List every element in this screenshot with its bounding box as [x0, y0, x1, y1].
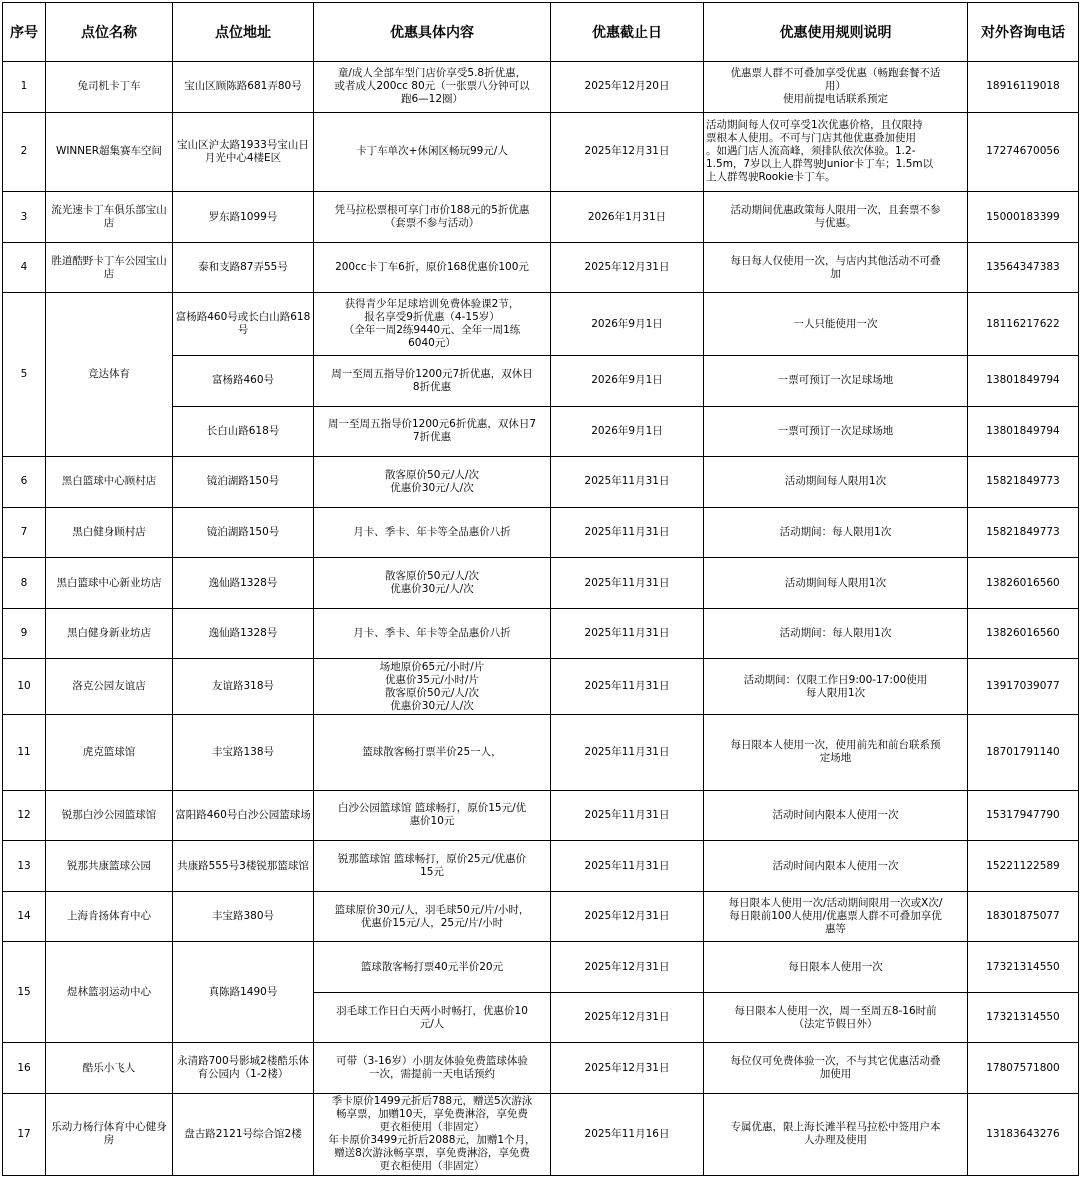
contact-phone: 13183643276: [968, 1093, 1079, 1175]
offer-content-line: 6040元）: [408, 337, 456, 350]
offer-rules-line: 每日限前100人使用/优惠票人群不可叠加享优: [729, 910, 942, 923]
row-number: 16: [3, 1043, 46, 1094]
row-number: 2: [3, 112, 46, 192]
offer-deadline: 2025年12月31日: [551, 992, 704, 1043]
venue-name: 兔司机卡丁车: [46, 62, 173, 113]
offer-content: [314, 406, 551, 457]
offer-content-line: 或者成人200cc 80元（一张票八分钟可以: [334, 80, 530, 93]
venue-name: 乐动力杨行体育中心健身房: [46, 1093, 173, 1175]
row-number: 5: [3, 293, 46, 457]
offer-content: [314, 356, 551, 407]
venue-name: 黑白篮球中心新业坊店: [46, 558, 173, 609]
offer-content-line: 跑6—12圈）: [400, 93, 464, 106]
venue-address: 宝山区沪太路1933号宝山日月光中心4楼E区: [173, 112, 314, 192]
offer-content: [314, 992, 551, 1043]
offer-content-line: 羽毛球工作日白天两小时畅打，优惠价10: [336, 1004, 528, 1017]
offer-rules-line: 使用前提电话联系预定: [783, 93, 888, 106]
header-rules: 优惠使用规则说明: [704, 3, 968, 62]
venue-address: 丰宝路138号: [173, 714, 314, 790]
venue-address: 逸仙路1328号: [173, 558, 314, 609]
offer-content: [314, 293, 551, 356]
offers-table: [2, 2, 1079, 1176]
venue-address: 镜泊湖路150号: [173, 507, 314, 558]
offer-content-line: 散客原价50元/人/次: [385, 468, 479, 481]
offer-content-line: 散客原价50元/人/次: [385, 686, 479, 699]
offer-content: [314, 841, 551, 892]
offer-content-line: 锐那篮球馆 篮球畅打，原价25元/优惠价: [337, 853, 527, 866]
offer-rules: [704, 406, 968, 457]
venue-address: 富杨路460号: [173, 356, 314, 407]
offer-content: [314, 1043, 551, 1094]
offer-content-line: （全年一周2练9440元、全年一周1练: [343, 324, 521, 337]
offer-content-line: 更衣柜使用（非固定）: [379, 1121, 485, 1134]
offer-rules-line: 票根本人使用。不可与门店其他优惠叠加使用: [706, 132, 916, 145]
offer-content: [314, 507, 551, 558]
table-row: [3, 790, 1079, 841]
table-row: [3, 714, 1079, 790]
contact-phone: 17274670056: [968, 112, 1079, 192]
offer-content-line: 篮球原价30元/人，羽毛球50元/片/小时，: [334, 903, 530, 916]
offer-content-line: 凭马拉松票根可享门市价188元的5折优惠: [334, 204, 530, 217]
offer-rules-line: 活动期间每人限用1次: [784, 576, 887, 589]
row-number: 11: [3, 714, 46, 790]
offer-rules: [704, 558, 968, 609]
offer-content: [314, 62, 551, 113]
contact-phone: 13801849794: [968, 356, 1079, 407]
offer-rules-line: 优惠票人群不可叠加享受优惠（畅跑套餐不适: [730, 67, 941, 80]
header-deadline: 优惠截止日: [551, 3, 704, 62]
offer-deadline: 2025年11月31日: [551, 714, 704, 790]
offer-content: [314, 942, 551, 993]
contact-phone: 17807571800: [968, 1043, 1079, 1094]
contact-phone: 13826016560: [968, 558, 1079, 609]
offer-deadline: 2026年9月1日: [551, 406, 704, 457]
row-number: 17: [3, 1093, 46, 1175]
offer-deadline: 2026年9月1日: [551, 293, 704, 356]
offer-rules-line: 活动期间优惠政策每人限用一次，且套票不参: [730, 204, 941, 217]
offer-rules: [704, 1043, 968, 1094]
offer-rules-line: 活动期间：仅限工作日9:00-17:00使用: [743, 673, 928, 686]
offer-rules: [704, 62, 968, 113]
contact-phone: 15221122589: [968, 841, 1079, 892]
offer-content-line: 白沙公园篮球馆 篮球畅打，原价15元/优: [337, 802, 527, 815]
contact-phone: 17321314550: [968, 942, 1079, 993]
offer-content-line: 更衣柜使用（非固定）: [379, 1160, 485, 1173]
offer-deadline: 2025年11月31日: [551, 841, 704, 892]
row-number: 7: [3, 507, 46, 558]
venue-address: 宝山区顾陈路681弄80号: [173, 62, 314, 113]
offer-rules-line: 人办理及使用: [804, 1134, 867, 1147]
contact-phone: 18116217622: [968, 293, 1079, 356]
offer-content-line: （套票不参与活动）: [384, 217, 480, 230]
offer-deadline: 2025年11月31日: [551, 608, 704, 659]
contact-phone: 18916119018: [968, 62, 1079, 113]
offer-rules: [704, 356, 968, 407]
venue-name: 锐那白沙公园篮球馆: [46, 790, 173, 841]
venue-address: 长白山路618号: [173, 406, 314, 457]
offer-content: [314, 790, 551, 841]
offer-rules-line: 每日每人仅使用一次，与店内其他活动不可叠: [730, 254, 941, 267]
venue-name: WINNER超集赛车空间: [46, 112, 173, 192]
venue-name: 黑白健身新业坊店: [46, 608, 173, 659]
offer-content-line: 篮球散客畅打票半价25一人，: [362, 745, 502, 758]
row-number: 9: [3, 608, 46, 659]
venue-name: 虎克篮球馆: [46, 714, 173, 790]
offer-rules: [704, 942, 968, 993]
offer-rules: [704, 507, 968, 558]
header-address: 点位地址: [173, 3, 314, 62]
offer-rules-line: 每日限本人使用一次: [788, 960, 883, 973]
venue-name: 黑白健身顾村店: [46, 507, 173, 558]
offer-rules-line: 惠等: [825, 923, 846, 936]
venue-address: 永清路700号影城2楼酷乐体育公园内（1-2楼）: [173, 1043, 314, 1094]
offer-deadline: 2025年11月16日: [551, 1093, 704, 1175]
table-row: [3, 891, 1079, 942]
offer-deadline: 2025年11月31日: [551, 790, 704, 841]
offer-rules-line: 上人群驾驶Rookie卡丁车。: [706, 171, 836, 184]
offer-rules: [704, 714, 968, 790]
venue-address: 罗东路1099号: [173, 192, 314, 243]
offer-rules-line: 1.5m，7岁以上人群驾驶Junior卡丁车；1.5m以: [706, 158, 934, 171]
offer-deadline: 2025年12月31日: [551, 1043, 704, 1094]
offer-rules-line: 每位仅可免费体验一次，不与其它优惠活动叠: [730, 1055, 941, 1068]
table-row: [3, 293, 1079, 356]
offer-content-line: 可带（3-16岁）小朋友体验免费篮球体验: [336, 1055, 528, 1068]
offer-rules: [704, 659, 968, 715]
table-row: [3, 558, 1079, 609]
offer-rules-line: 加使用: [819, 1068, 852, 1081]
row-number: 12: [3, 790, 46, 841]
offer-deadline: 2025年11月31日: [551, 558, 704, 609]
offer-content-line: 优惠价30元/人/次: [390, 699, 474, 712]
offer-rules-line: 每日限本人使用一次/活动期间限用一次或X次/: [728, 897, 943, 910]
offer-content-line: 7折优惠: [412, 431, 452, 444]
table-row: [3, 112, 1079, 192]
venue-address: 友谊路318号: [173, 659, 314, 715]
offer-deadline: 2026年9月1日: [551, 356, 704, 407]
offer-rules-line: 一票可预订一次足球场地: [777, 424, 894, 437]
row-number: 14: [3, 891, 46, 942]
row-number: 3: [3, 192, 46, 243]
offer-content: [314, 457, 551, 508]
row-number: 8: [3, 558, 46, 609]
offer-content-line: 月卡、季卡、年卡等全品惠价八折: [353, 627, 511, 640]
offer-content-line: 优惠价35元/小时/片: [385, 673, 479, 686]
venue-name: 流光速卡丁车俱乐部宝山店: [46, 192, 173, 243]
offer-content-line: 一次，需提前一天电话预约: [369, 1068, 495, 1081]
offer-content-line: 篮球散客畅打票40元半价20元: [360, 960, 504, 973]
offer-content-line: 散客原价50元/人/次: [385, 570, 479, 583]
offer-rules: [704, 457, 968, 508]
offer-content-line: 卡丁车单次+休闲区畅玩99元/人: [356, 145, 508, 158]
offer-rules-line: 每人限用1次: [805, 686, 866, 699]
offer-content-line: 周一至周五指导价1200元6折优惠，双休日7: [327, 418, 537, 431]
table-row: [3, 457, 1079, 508]
offer-content-line: 报名享受9折优惠（4-15岁）: [364, 311, 500, 324]
venue-name: 胜道酷野卡丁车公园宝山店: [46, 242, 173, 293]
contact-phone: 13564347383: [968, 242, 1079, 293]
offer-deadline: 2025年11月31日: [551, 507, 704, 558]
venue-address: 共康路555号3楼锐那篮球馆: [173, 841, 314, 892]
contact-phone: 17321314550: [968, 992, 1079, 1043]
offer-content-line: 优惠价30元/人/次: [390, 583, 474, 596]
offer-rules-line: 一人只能使用一次: [793, 317, 878, 330]
offer-rules: [704, 891, 968, 942]
table-row: [3, 242, 1079, 293]
offer-content: [314, 608, 551, 659]
offer-rules-line: 定场地: [819, 752, 852, 765]
offer-content-line: 周一至周五指导价1200元7折优惠，双休日: [331, 367, 533, 380]
offer-content: [314, 242, 551, 293]
header-phone: 对外咨询电话: [968, 3, 1079, 62]
offer-rules-line: 每日限本人使用一次，周一至周五8-16时前: [734, 1004, 937, 1017]
offer-content-line: 优惠价30元/人/次: [390, 481, 474, 494]
offer-rules-line: 专属优惠，限上海长滩半程马拉松中签用户本: [730, 1121, 941, 1134]
row-number: 10: [3, 659, 46, 715]
offer-content-line: 赠送8次游泳畅享票，享免费淋浴，享免费: [334, 1147, 530, 1160]
contact-phone: 18701791140: [968, 714, 1079, 790]
contact-phone: 13826016560: [968, 608, 1079, 659]
offer-content: [314, 891, 551, 942]
table-row: [3, 1043, 1079, 1094]
offer-rules-line: 。如遇门店人流高峰，须排队依次体验。1.2-: [706, 145, 916, 158]
table-row: [3, 507, 1079, 558]
offer-rules-line: （法定节假日外）: [793, 1017, 878, 1030]
venue-name: 竞达体育: [46, 293, 173, 457]
venue-address: 镜泊湖路150号: [173, 457, 314, 508]
table-row: [3, 841, 1079, 892]
offer-content: [314, 192, 551, 243]
header-name: 点位名称: [46, 3, 173, 62]
header-row: [3, 3, 1079, 62]
venue-name: 黑白篮球中心顾村店: [46, 457, 173, 508]
offer-rules-line: 与优惠。: [814, 217, 857, 230]
contact-phone: 15317947790: [968, 790, 1079, 841]
table-row: [3, 608, 1079, 659]
offer-content-line: 畅享票，加赠10天，享免费淋浴，享免费: [336, 1108, 528, 1121]
offer-content-line: 月卡、季卡、年卡等全品惠价八折: [353, 525, 511, 538]
offer-rules: [704, 293, 968, 356]
offer-rules-line: 每日限本人使用一次，使用前先和前台联系预: [730, 739, 941, 752]
offer-content: [314, 1093, 551, 1175]
venue-address: 泰和支路87弄55号: [173, 242, 314, 293]
offer-rules: [704, 1093, 968, 1175]
row-number: 6: [3, 457, 46, 508]
contact-phone: 13801849794: [968, 406, 1079, 457]
offer-deadline: 2025年11月31日: [551, 457, 704, 508]
offer-content: [314, 558, 551, 609]
offer-rules-line: 活动期间：每人限用1次: [779, 525, 892, 538]
offer-content: [314, 714, 551, 790]
offer-deadline: 2025年12月31日: [551, 112, 704, 192]
row-number: 15: [3, 942, 46, 1043]
offer-rules: [704, 790, 968, 841]
venue-address: 丰宝路380号: [173, 891, 314, 942]
offer-content-line: 惠价10元: [409, 815, 455, 828]
venue-name: 上海肯扬体育中心: [46, 891, 173, 942]
offer-content-line: 场地原价65元/小时/片: [379, 660, 485, 673]
header-content: 优惠具体内容: [314, 3, 551, 62]
offer-content-line: 元/人: [419, 1017, 445, 1030]
venue-name: 煜林篮羽运动中心: [46, 942, 173, 1043]
offer-rules: [704, 608, 968, 659]
offer-rules-line: 一票可预订一次足球场地: [777, 374, 894, 387]
offer-content: [314, 112, 551, 192]
table-row: [3, 192, 1079, 243]
offer-content-line: 获得青少年足球培训免费体验课2节，: [344, 298, 520, 311]
offer-content-line: 8折优惠: [412, 380, 452, 393]
offer-rules-line: 活动期间：每人限用1次: [779, 627, 892, 640]
offer-rules-line: 活动时间内限本人使用一次: [772, 808, 899, 821]
contact-phone: 13917039077: [968, 659, 1079, 715]
offer-content-line: 优惠价15元/人，25元/片/小时: [360, 916, 504, 929]
offer-deadline: 2025年12月20日: [551, 62, 704, 113]
contact-phone: 15821849773: [968, 457, 1079, 508]
venue-name: 酷乐小飞人: [46, 1043, 173, 1094]
venue-name: 锐那共康篮球公园: [46, 841, 173, 892]
offer-rules-line: 活动期间每人仅可享受1次优惠价格，且仅限持: [706, 119, 923, 132]
offer-deadline: 2025年12月31日: [551, 891, 704, 942]
venue-address: 富阳路460号白沙公园篮球场: [173, 790, 314, 841]
row-number: 13: [3, 841, 46, 892]
row-number: 4: [3, 242, 46, 293]
venue-address: 真陈路1490号: [173, 942, 314, 1043]
offer-rules: [704, 112, 968, 192]
offer-content-line: 年卡原价3499元折后2088元，加赠1个月，: [328, 1134, 536, 1147]
offer-rules: [704, 992, 968, 1043]
table-row: [3, 1093, 1079, 1175]
table-row: [3, 62, 1079, 113]
offer-rules-line: 用）: [825, 80, 846, 93]
venue-address: 盘古路2121号综合馆2楼: [173, 1093, 314, 1175]
offer-content-line: 15元: [420, 866, 444, 879]
offer-rules-line: 活动时间内限本人使用一次: [772, 859, 899, 872]
contact-phone: 15821849773: [968, 507, 1079, 558]
offer-deadline: 2026年1月31日: [551, 192, 704, 243]
offer-rules: [704, 242, 968, 293]
venue-name: 洛克公园友谊店: [46, 659, 173, 715]
venue-address: 富杨路460号或长白山路618号: [173, 293, 314, 356]
header-no: 序号: [3, 3, 46, 62]
contact-phone: 18301875077: [968, 891, 1079, 942]
table-row: [3, 942, 1079, 993]
offer-rules: [704, 841, 968, 892]
row-number: 1: [3, 62, 46, 113]
venue-address: 逸仙路1328号: [173, 608, 314, 659]
offer-deadline: 2025年11月31日: [551, 659, 704, 715]
offer-content-line: 200cc卡丁车6折，原价168优惠价100元: [335, 261, 529, 274]
offer-rules-line: 加: [830, 267, 841, 280]
offer-deadline: 2025年12月31日: [551, 942, 704, 993]
offer-rules-line: 活动期间每人限用1次: [784, 475, 887, 488]
offer-content: [314, 659, 551, 715]
offer-rules: [704, 192, 968, 243]
offer-content-line: 童/成人全部车型门店价享受5.8折优惠，: [337, 67, 527, 80]
table-row: [3, 659, 1079, 715]
contact-phone: 15000183399: [968, 192, 1079, 243]
offer-deadline: 2025年12月31日: [551, 242, 704, 293]
offer-content-line: 季卡原价1499元折后788元，赠送5次游泳: [331, 1095, 533, 1108]
